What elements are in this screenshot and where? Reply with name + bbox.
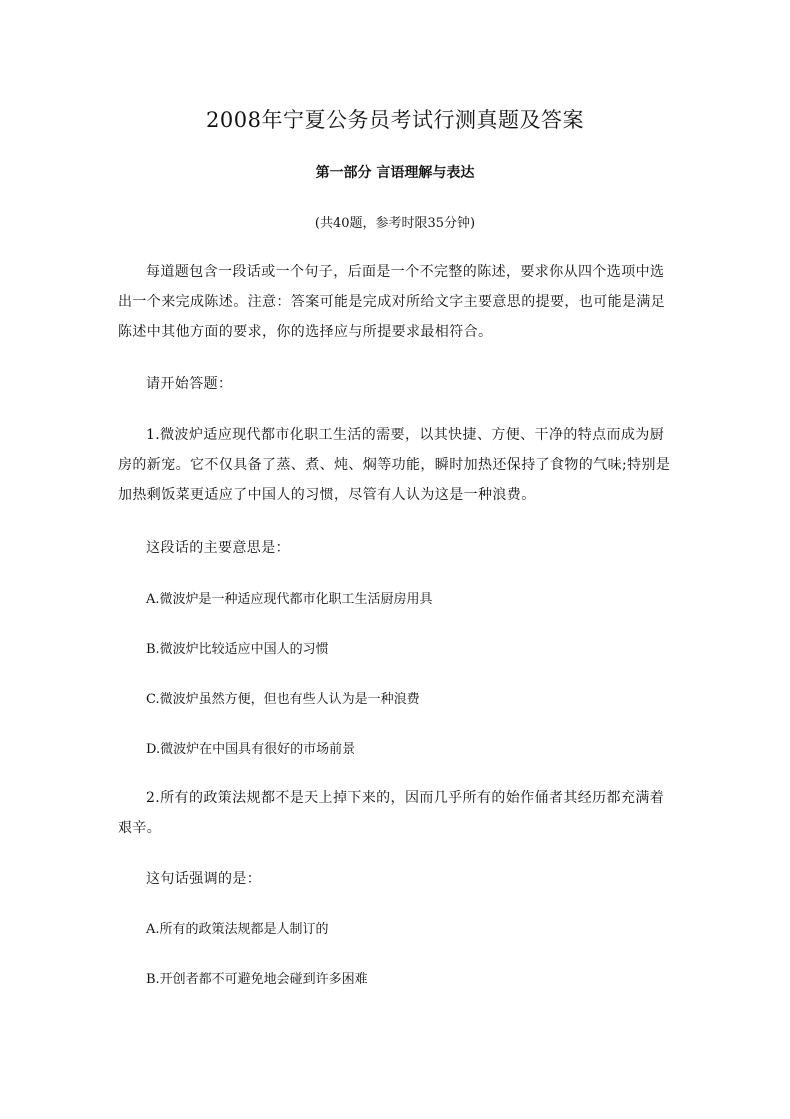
question-1-option-d: D.微波炉在中国具有很好的市场前景 [146,742,356,757]
question-1-text: 1.微波炉适应现代都市化职工生活的需要，以其快捷、方便、干净的特点而成为厨房的新宠。它不仅具备了蒸、煮、炖、焖等功能，瞬时加热还保持了食物的气味;特别是加热剩饭菜更适应了中国人的习惯，尽管有人认为这是一种浪费。 [118,427,671,503]
page-title: 2008年宁夏公务员考试行测真题及答案 [206,108,584,132]
time-limit-note: (共40题，参考时限35分钟) [314,216,476,231]
question-2-text: 2.所有的政策法规都不是天上掉下来的，因而几乎所有的始作俑者其经历都充满着艰辛。 [118,790,665,836]
section-heading: 第一部分 言语理解与表达 [315,165,475,181]
question-1-option-c: C.微波炉虽然方便，但也有些人认为是一种浪费 [146,692,420,707]
question-2-prompt: 这句话强调的是： [146,871,262,887]
question-1-option-a: A.微波炉是一种适应现代都市化职工生活厨房用具 [146,592,433,607]
question-1-option-b: B.微波炉比较适应中国人的习惯 [146,642,329,657]
question-2-option-a: A.所有的政策法规都是人制订的 [146,922,329,937]
question-2-option-b: B.开创者都不可避免地会碰到许多困难 [146,972,368,987]
question-1-prompt: 这段话的主要意思是： [146,540,290,556]
instructions-paragraph: 每道题包含一段话或一个句子，后面是一个不完整的陈述，要求你从四个选项中选出一个来完成陈述。注意：答案可能是完成对所给文字主要意思的提要，也可能是满足陈述中其他方面的要求，你的选择应与所提要求最相符合。 [118,264,666,340]
start-prompt: 请开始答题： [146,376,233,392]
